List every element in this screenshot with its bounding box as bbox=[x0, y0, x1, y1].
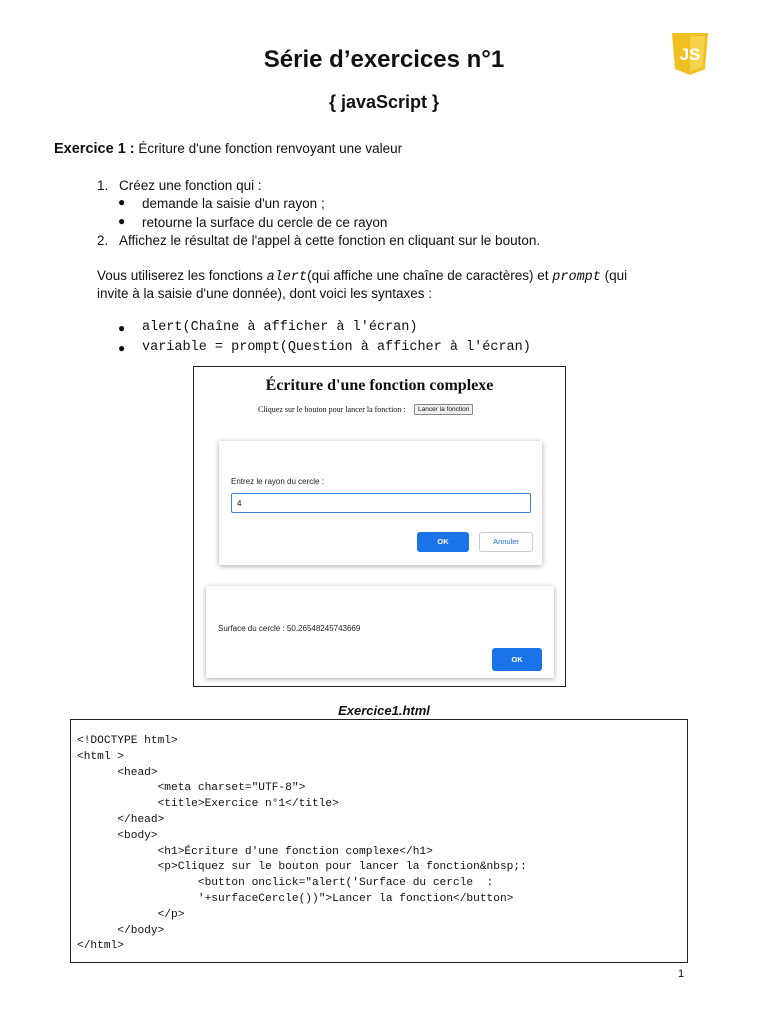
step-text: Affichez le résultat de l'appel à cette fonction en cliquant sur le bouton. bbox=[119, 233, 541, 248]
step-number: 1. bbox=[97, 178, 109, 193]
bullet-icon: ● bbox=[118, 214, 126, 228]
inline-code: alert bbox=[266, 270, 308, 285]
sub-bullet-text: demande la saisie d'un rayon ; bbox=[142, 196, 325, 211]
js-logo-icon bbox=[670, 33, 710, 75]
paragraph-line: invite à la saisie d'une donnée), dont voici les syntaxes : bbox=[97, 286, 433, 301]
alert-ok-button[interactable]: OK bbox=[492, 648, 542, 671]
prompt-cancel-button[interactable]: Annuler bbox=[479, 532, 533, 552]
inline-code: prompt bbox=[552, 270, 601, 285]
paragraph-text: (qui bbox=[600, 268, 628, 283]
page-number: 1 bbox=[678, 968, 685, 980]
code-caption: Exercice1.html bbox=[338, 703, 430, 718]
syntax-line: variable = prompt(Question à afficher à l'écran) bbox=[142, 340, 531, 355]
prompt-label: Entrez le rayon du cercle : bbox=[231, 477, 324, 486]
launch-function-button[interactable]: Lancer la fonction bbox=[414, 404, 473, 415]
step-text: Créez une fonction qui : bbox=[119, 178, 262, 193]
logo-text: JS bbox=[679, 45, 701, 64]
radius-input[interactable]: 4 bbox=[231, 493, 531, 513]
bullet-icon: ● bbox=[118, 341, 126, 355]
code-listing bbox=[70, 719, 688, 963]
exercise-heading bbox=[54, 141, 402, 157]
page-title: Série d’exercices n°1 bbox=[263, 46, 505, 73]
syntax-line: alert(Chaîne à afficher à l'écran) bbox=[142, 320, 418, 335]
paragraph-text: (qui affiche une chaîne de caractères) et bbox=[307, 268, 553, 283]
screenshot-heading: Écriture d'une fonction complexe bbox=[265, 377, 494, 394]
step-number: 2. bbox=[97, 233, 109, 248]
paragraph-text: Vous utiliserez les fonctions bbox=[97, 268, 267, 283]
example-screenshot bbox=[193, 366, 566, 687]
prompt-ok-button[interactable]: OK bbox=[417, 532, 469, 552]
screenshot-paragraph: Cliquez sur le bouton pour lancer la fonction : bbox=[258, 405, 406, 414]
sub-bullet-text: retourne la surface du cercle de ce rayon bbox=[142, 215, 388, 230]
prompt-dialog bbox=[219, 441, 542, 565]
alert-message: Surface du cercle : 50.26548245743669 bbox=[218, 624, 361, 633]
exercise-description: Écriture d'une fonction renvoyant une valeur bbox=[138, 141, 403, 156]
bullet-icon: ● bbox=[118, 195, 126, 209]
alert-dialog bbox=[206, 586, 554, 678]
bullet-icon: ● bbox=[118, 321, 126, 335]
code-text: <!DOCTYPE html> <html > <head> <meta charset="UTF-8"> <title>Exercice n°1</title> </head> <body> <h1>Écriture d'une fonction complexe</h1> <p>Cliquez sur le bouton pour lancer la fonction&nbsp;: <button onclick="alert('Surface du cercle : '+surfaceCercle())">Lancer la fonction</button> </p> </body> </html> bbox=[77, 735, 527, 953]
page-subtitle: { javaScript } bbox=[328, 92, 440, 112]
exercise-label: Exercice 1 : bbox=[54, 141, 135, 157]
paragraph-line bbox=[97, 267, 627, 287]
